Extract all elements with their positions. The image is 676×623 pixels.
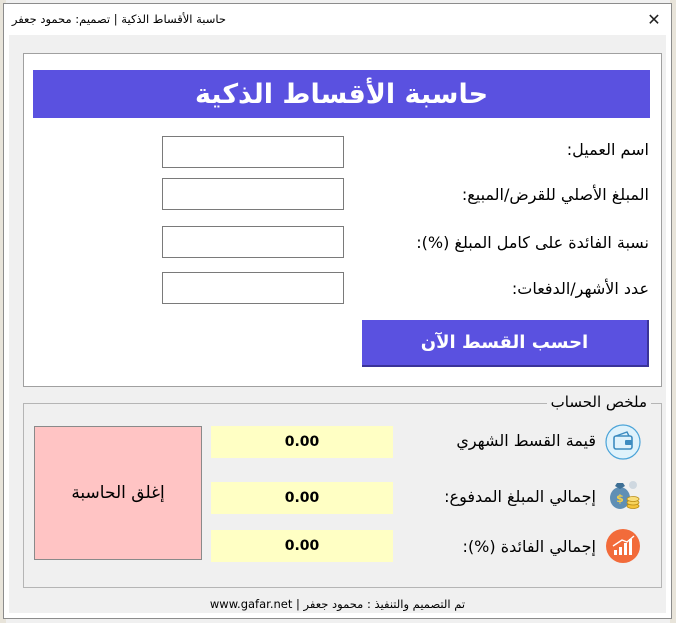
principal-input[interactable]: [162, 178, 344, 210]
summary-group: [23, 393, 662, 588]
total-paid-label: إجمالي المبلغ المدفوع:: [444, 487, 596, 506]
total-interest-value: 0.00: [211, 530, 393, 562]
footer-credit: تم التصميم والتنفيذ : محمود جعفر | www.gafar.net: [209, 597, 466, 611]
principal-label: المبلغ الأصلي للقرض/المبيع:: [461, 185, 649, 204]
customer-name-input[interactable]: [162, 136, 344, 168]
total-interest-label: إجمالي الفائدة (%):: [462, 537, 596, 556]
title-bar: [4, 4, 671, 35]
calculate-button[interactable]: احسب القسط الآن: [362, 320, 649, 367]
window-title: حاسبة الأقساط الذكية | تصميم: محمود جعفر: [11, 12, 226, 26]
svg-text:$: $: [616, 492, 624, 505]
months-label: عدد الأشهر/الدفعات:: [511, 279, 649, 298]
customer-name-label: اسم العميل:: [566, 140, 649, 159]
summary-legend: ملخص الحساب: [547, 393, 651, 411]
interest-rate-label: نسبة الفائدة على كامل المبلغ (%):: [416, 233, 649, 252]
monthly-payment-value: 0.00: [211, 426, 393, 458]
calculator-window: [3, 3, 672, 619]
months-input[interactable]: [162, 272, 344, 304]
input-panel: [23, 53, 662, 387]
monthly-payment-label: قيمة القسط الشهري: [456, 431, 596, 450]
header-title: حاسبة الأقساط الذكية: [33, 70, 650, 118]
growth-chart-icon: [605, 528, 641, 564]
interest-rate-input[interactable]: [162, 226, 344, 258]
close-icon: ✕: [647, 10, 661, 29]
close-window-button[interactable]: [637, 4, 671, 35]
wallet-icon: [605, 424, 641, 460]
total-paid-value: 0.00: [211, 482, 393, 514]
close-calculator-button[interactable]: إغلق الحاسبة: [34, 426, 202, 560]
form-client-area: [9, 35, 666, 613]
money-bag-icon: [605, 476, 641, 512]
